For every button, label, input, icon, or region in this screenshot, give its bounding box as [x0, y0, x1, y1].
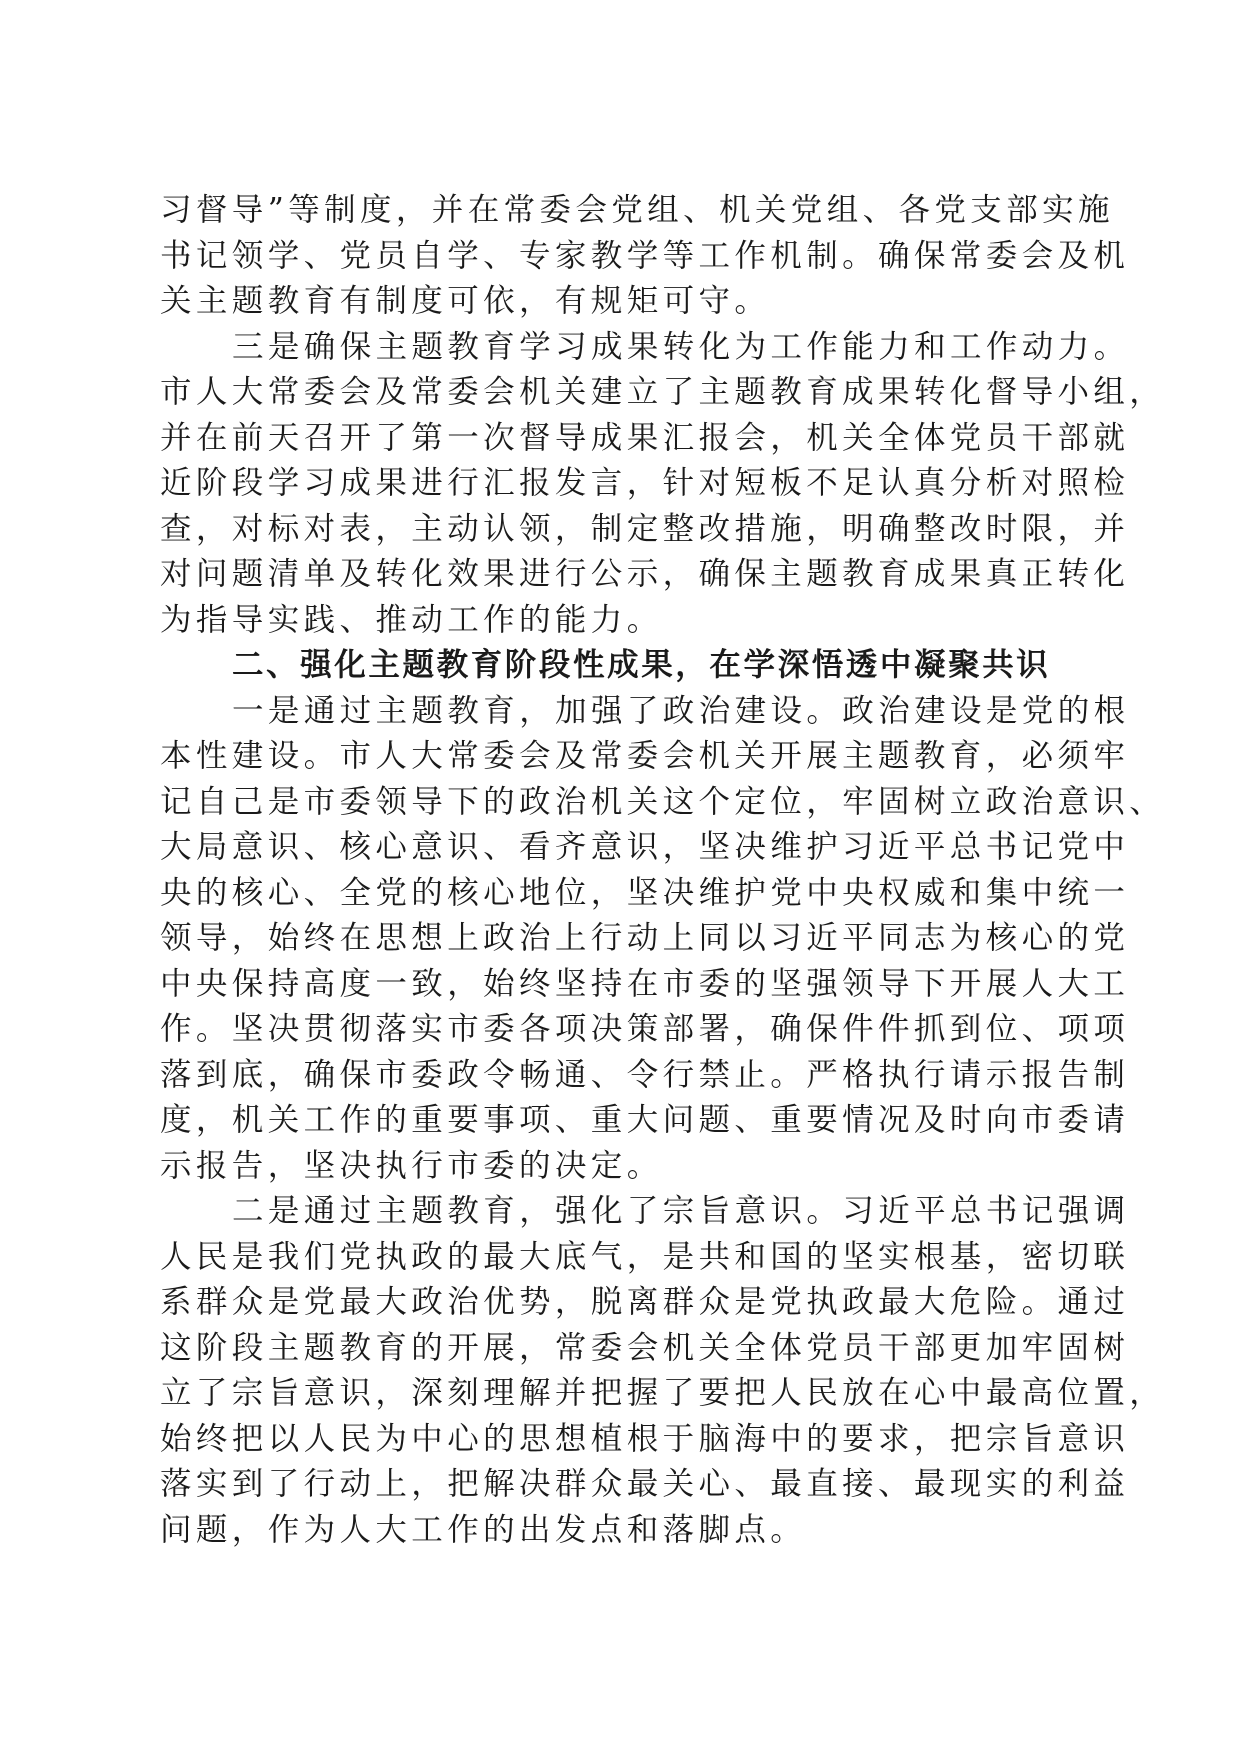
body-line: 并在前天召开了第一次督导成果汇报会，机关全体党员干部就	[160, 419, 1130, 456]
body-line: 示报告，坚决执行市委的决定。	[160, 1147, 663, 1184]
body-line: 这阶段主题教育的开展，常委会机关全体党员干部更加牢固树	[160, 1329, 1130, 1366]
body-line: 度，机关工作的重要事项、重大问题、重要情况及时向市委请	[160, 1102, 1130, 1138]
document-page	[160, 188, 1166, 1553]
body-line: 市人大常委会及常委会机关建立了主题教育成果转化督导小组，	[160, 374, 1166, 410]
body-line: 落实到了行动上，把解决群众最关心、最直接、最现实的利益	[160, 1466, 1130, 1502]
body-line: 中央保持高度一致，始终坚持在市委的坚强领导下开展人大工	[160, 965, 1130, 1002]
body-line: 始终把以人民为中心的思想植根于脑海中的要求，把宗旨意识	[160, 1420, 1130, 1457]
body-line: 落到底，确保市委政令畅通、令行禁止。严格执行请示报告制	[160, 1056, 1130, 1093]
body-line: 领导，始终在思想上政治上行动上同以习近平同志为核心的党	[160, 920, 1130, 956]
body-line: 作。坚决贯彻落实市委各项决策部署，确保件件抓到位、项项	[160, 1011, 1130, 1047]
body-line: 查，对标对表，主动认领，制定整改措施，明确整改时限，并	[160, 510, 1130, 547]
body-line: 央的核心、全党的核心地位，坚决维护党中央权威和集中统一	[160, 874, 1130, 911]
section-heading: 二、强化主题教育阶段性成果，在学深悟透中凝聚共识	[232, 647, 1051, 683]
paragraph-start-line: 一是通过主题教育，加强了政治建设。政治建设是党的根	[232, 692, 1130, 729]
body-line: 习督导”等制度，并在常委会党组、机关党组、各党支部实施	[160, 192, 1114, 228]
paragraph-start-line: 二是通过主题教育，强化了宗旨意识。习近平总书记强调	[232, 1193, 1130, 1229]
body-line: 记自己是市委领导下的政治机关这个定位，牢固树立政治意识、	[160, 783, 1166, 820]
body-line: 系群众是党最大政治优势，脱离群众是党执政最大危险。通过	[160, 1284, 1130, 1320]
body-line: 大局意识、核心意识、看齐意识，坚决维护习近平总书记党中	[160, 829, 1130, 865]
body-line: 人民是我们党执政的最大底气，是共和国的坚实根基，密切联	[160, 1238, 1130, 1275]
body-line: 书记领学、党员自学、专家教学等工作机制。确保常委会及机	[160, 237, 1130, 274]
body-line: 立了宗旨意识，深刻理解并把握了要把人民放在心中最高位置，	[160, 1375, 1166, 1411]
body-line: 关主题教育有制度可依，有规矩可守。	[160, 283, 771, 319]
paragraph-start-line: 三是确保主题教育学习成果转化为工作能力和工作动力。	[232, 328, 1130, 365]
body-line: 本性建设。市人大常委会及常委会机关开展主题教育，必须牢	[160, 738, 1130, 774]
body-line: 为指导实践、推动工作的能力。	[160, 601, 663, 638]
body-line: 对问题清单及转化效果进行公示，确保主题教育成果真正转化	[160, 556, 1130, 592]
body-line: 近阶段学习成果进行汇报发言，针对短板不足认真分析对照检	[160, 465, 1130, 501]
body-line: 问题，作为人大工作的出发点和落脚点。	[160, 1511, 807, 1548]
